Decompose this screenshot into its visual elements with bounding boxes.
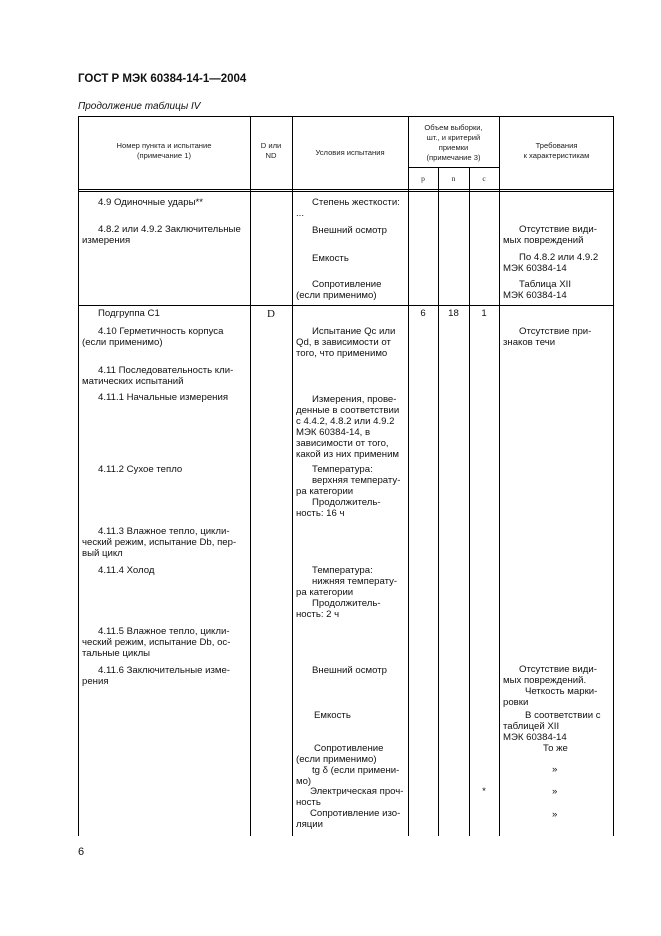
item-4-10: 4.10 Герметичность корпуса (если применимо) (82, 326, 224, 348)
cond-insulation-resistance: Сопротивление изо- ляции (296, 808, 401, 830)
col-line-3 (408, 116, 409, 836)
subgroup-c1-p: 6 (420, 308, 426, 319)
item-4-11-4: 4.11.4 Холод (98, 565, 155, 576)
cond-visual-2: Внешний осмотр (312, 665, 387, 676)
item-4-9: 4.9 Одиночные удары** (98, 197, 203, 208)
header-n: n (451, 174, 456, 183)
item-4-11-2: 4.11.2 Сухое тепло (98, 464, 183, 475)
cond-sealing: Испытание Qc или Qd, в зависимости от того, что применимо (296, 326, 396, 359)
req-capacitance-2: В соответствии с таблицей XII МЭК 60384-14 То же (503, 710, 601, 754)
group-separator-line (78, 305, 614, 306)
header-conditions: Условия испытания (315, 148, 385, 157)
req-ditto-3: » (552, 809, 558, 820)
cond-initial-measurements: Измерения, прове- денные в соответствии с 4.4.2, 4.8.2 или 4.9.2 МЭК 60384-14, в зависимости от того, какой из них применим (296, 394, 400, 460)
col-line-5 (613, 116, 614, 836)
cond-dielectric-strength: Электрическая проч- ность (296, 786, 404, 808)
header-item: Номер пункта и испытание (примечание 1) (116, 141, 212, 160)
cond-cold: Температура: нижняя температу- ра категории Продолжитель- ность: 2 ч (296, 565, 398, 620)
col-line-p (438, 167, 439, 836)
req-resistance-1: Таблица XII МЭК 60384-14 (503, 279, 572, 301)
cond-capacitance-1: Емкость (312, 253, 349, 264)
subgroup-c1-d: D (267, 308, 275, 320)
header-c: c (482, 174, 486, 183)
item-4-11-3: 4.11.3 Влажное тепло, цикли- ческий режим, испытание Db, пер- вый цикл (82, 526, 237, 559)
header-bottom-border (78, 189, 614, 190)
col-line-1 (250, 116, 251, 836)
header-requirements: Требования к характеристикам (523, 141, 590, 160)
header-sample-size: Объем выборки, шт., и критерий приемки (примечание 3) (424, 123, 483, 162)
item-4-11-6: 4.11.6 Заключительные изме- рения (82, 665, 230, 687)
page-number: 6 (78, 846, 85, 858)
req-no-damage-1: Отсутствие види- мых повреждений (503, 224, 597, 246)
cond-visual-1: Внешний осмотр (312, 225, 387, 236)
table-iv (78, 116, 614, 836)
req-capacitance-1: По 4.8.2 или 4.9.2 МЭК 60384-14 (503, 252, 599, 274)
table-top-border (78, 116, 614, 117)
item-4-8-2-final: 4.8.2 или 4.9.2 Заключительные измерения (82, 224, 241, 246)
header-d-nd: D или ND (260, 141, 282, 160)
table-continuation-label: Продолжение таблицы IV (78, 101, 201, 112)
col-line-4 (499, 116, 500, 836)
item-4-11-1: 4.11.1 Начальные измерения (98, 392, 229, 403)
item-4-11: 4.11 Последовательность кли- матических испытаний (82, 365, 234, 387)
header-subrow-line (408, 167, 499, 168)
req-ditto-2: » (552, 786, 558, 797)
cond-resistance-tg: Сопротивление (если применимо) tg δ (если примени- мо) (296, 743, 400, 787)
header-double-border (78, 191, 614, 192)
cond-severity: Степень жесткости: ... (296, 197, 400, 219)
col-line-n (469, 167, 470, 836)
cond-dry-heat: Температура: верхняя температу- ра категории Продолжитель- ность: 16 ч (296, 464, 401, 519)
header-p: p (421, 174, 425, 183)
req-no-damage-2: Отсутствие види- мых повреждений. Четкость марки- ровки (503, 664, 598, 708)
item-4-11-5: 4.11.5 Влажное тепло, цикли- ческий режим, испытание Db, ос- тальные циклы (82, 626, 231, 659)
req-no-leak: Отсутствие при- знаков течи (503, 326, 592, 348)
subgroup-c1-c: 1 (481, 308, 487, 319)
cond-resistance-1: Сопротивление (если применимо) (296, 279, 382, 301)
col-line-2 (292, 116, 293, 836)
c-asterisk: * (482, 786, 486, 797)
subgroup-c1: Подгруппа С1 (98, 308, 160, 319)
col-line-0 (78, 116, 79, 836)
cond-capacitance-2: Емкость (314, 710, 351, 721)
req-ditto-1: » (552, 764, 558, 775)
document-header: ГОСТ Р МЭК 60384-14-1—2004 (78, 73, 247, 85)
subgroup-c1-n: 18 (448, 308, 459, 319)
